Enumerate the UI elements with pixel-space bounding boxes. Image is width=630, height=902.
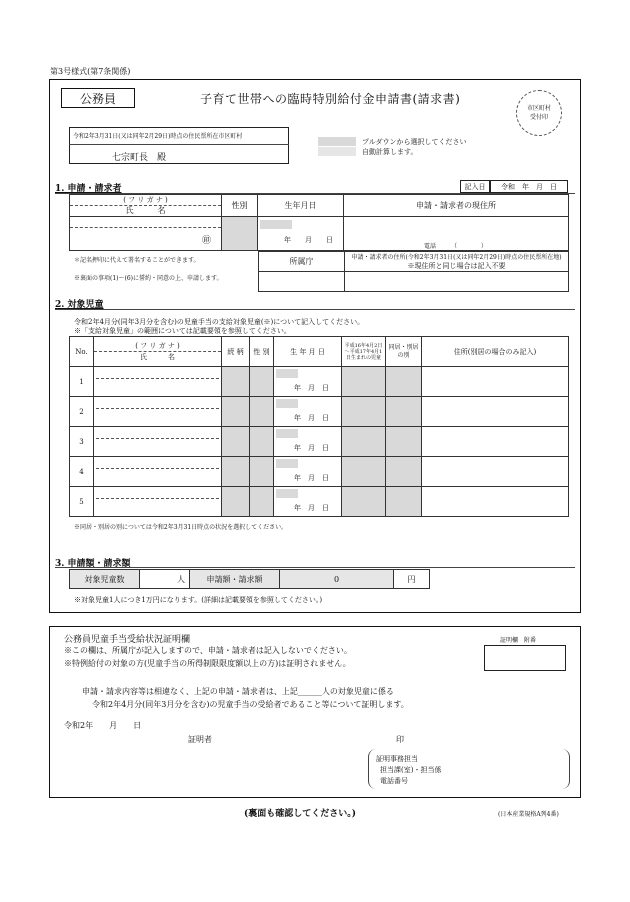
form-title: 子育て世帯への臨時特別給付金申請書(請求書) bbox=[200, 92, 461, 106]
child-birth-field[interactable] bbox=[274, 487, 342, 517]
address-header: 申請・請求者の現住所 bbox=[344, 195, 569, 217]
resident-address-field[interactable] bbox=[345, 272, 569, 292]
child-birth-ymd: 年 月 日 bbox=[294, 474, 329, 482]
child-name-field[interactable] bbox=[94, 457, 222, 487]
date-field[interactable]: 令和 年 月 日 bbox=[490, 180, 568, 193]
resident-note: 令和2年3月31日(又は同年2月29日)時点の住民票所在市区町村 bbox=[73, 133, 243, 140]
amount-unit: 円 bbox=[394, 570, 430, 589]
paper-size: (日本産業規格A列4番) bbox=[498, 811, 559, 818]
child-row-number: 5 bbox=[70, 487, 94, 517]
child-age-range-select[interactable] bbox=[342, 457, 386, 487]
applicant-table bbox=[69, 194, 569, 251]
child-name-field[interactable] bbox=[94, 427, 222, 457]
legend-dropdown: プルダウンから選択してください bbox=[362, 138, 467, 146]
pledge-note: ※裏面の事項(1)～(6)に誓約・同意の上、申請します。 bbox=[74, 275, 223, 282]
child-birth-ymd: 年 月 日 bbox=[294, 414, 329, 422]
child-address-field[interactable] bbox=[422, 457, 569, 487]
child-row-number: 1 bbox=[70, 367, 94, 397]
child-gender-select[interactable] bbox=[250, 427, 274, 457]
child-living-select[interactable] bbox=[386, 487, 422, 517]
amount-label: 申請額・請求額 bbox=[190, 570, 280, 589]
child-gender-header: 性 別 bbox=[250, 337, 274, 367]
child-row-number: 2 bbox=[70, 397, 94, 427]
applicant-address-field[interactable] bbox=[344, 217, 569, 251]
contact-line3: 電話番号 bbox=[380, 777, 408, 785]
child-address-field[interactable] bbox=[422, 367, 569, 397]
child-name-field[interactable] bbox=[94, 487, 222, 517]
child-gender-select[interactable] bbox=[250, 457, 274, 487]
legend-auto: 自動計算します。 bbox=[362, 148, 418, 156]
living-header: 同居・別居の別 bbox=[386, 337, 422, 367]
child-age-range-select[interactable] bbox=[342, 397, 386, 427]
name-header: 氏 名 bbox=[125, 206, 166, 215]
child-name-field[interactable] bbox=[94, 397, 222, 427]
children-table bbox=[69, 336, 569, 517]
cert-body2: 令和2年4月分(同年3月分を含む)の児童手当の受給者であること等について証明します。 bbox=[92, 700, 409, 709]
child-count-unit: 人 bbox=[177, 574, 185, 584]
child-age-range-select[interactable] bbox=[342, 487, 386, 517]
resident-address-label: 申請・請求者の住所(令和2年3月31日(又は同年2月29日)時点の住民票所在地) bbox=[351, 253, 562, 261]
applicant-birth-field[interactable] bbox=[258, 217, 344, 251]
child-address-field[interactable] bbox=[422, 427, 569, 457]
reception-stamp-circle: 市区町村 受付印 bbox=[516, 90, 562, 136]
child-living-select[interactable] bbox=[386, 457, 422, 487]
living-footnote: ※同居・別居の別については令和2年3月31日時点の状況を選択してください。 bbox=[74, 524, 288, 531]
seal-mark: ㊞ bbox=[201, 236, 211, 246]
child-relation-select[interactable] bbox=[222, 427, 250, 457]
birth-header: 生年月日 bbox=[258, 195, 344, 217]
relation-header: 続 柄 bbox=[222, 337, 250, 367]
phone-label: 電話 （ ） bbox=[424, 243, 488, 250]
cert-number-label: 証明欄 附番 bbox=[500, 637, 537, 644]
cert-number-field[interactable] bbox=[484, 645, 566, 671]
amount-note: ※対象児童1人につき1万円になります。(詳細は記載要領を参照してください。) bbox=[74, 596, 323, 604]
child-gender-select[interactable] bbox=[250, 367, 274, 397]
child-row bbox=[70, 367, 569, 397]
applicant-name-field[interactable] bbox=[70, 217, 222, 251]
furigana-header: ( フ リ ガ ナ ) bbox=[70, 196, 221, 206]
certifier-label: 証明者 bbox=[188, 735, 212, 744]
child-row bbox=[70, 427, 569, 457]
children-note: 令和2年4月分(同年3月分を含む)の児童手当の支給対象児童(※)について記入してください。 bbox=[74, 318, 365, 326]
child-relation-select[interactable] bbox=[222, 457, 250, 487]
child-birth-field[interactable] bbox=[274, 397, 342, 427]
agency-label: 所属庁 bbox=[259, 252, 345, 272]
child-age-range-select[interactable] bbox=[342, 367, 386, 397]
child-living-select[interactable] bbox=[386, 397, 422, 427]
amount-table bbox=[69, 569, 430, 589]
child-count-field[interactable] bbox=[140, 570, 190, 589]
child-birth-ymd: 年 月 日 bbox=[294, 384, 329, 392]
section1-title: 1. 申請・請求者 bbox=[55, 184, 122, 194]
cert-body1: 申請・請求内容等は相違なく、上記の申請・請求者は、上記______人の対象児童に係る bbox=[82, 687, 394, 696]
child-row-number: 3 bbox=[70, 427, 94, 457]
back-note: (裏面も確認してください。) bbox=[244, 809, 357, 819]
cert-seal: 印 bbox=[396, 735, 404, 744]
child-row bbox=[70, 487, 569, 517]
form-number: 第3号様式(第7条関係) bbox=[50, 67, 131, 76]
child-living-select[interactable] bbox=[386, 367, 422, 397]
section3-title: 3. 申請額・請求額 bbox=[55, 559, 131, 569]
gender-header: 性別 bbox=[222, 195, 258, 217]
child-relation-select[interactable] bbox=[222, 367, 250, 397]
contact-line2: 担当課(室)・担当係 bbox=[380, 766, 442, 774]
agency-table bbox=[258, 251, 569, 292]
child-row bbox=[70, 457, 569, 487]
seal-note: ＊記名押印に代えて署名することができます。 bbox=[74, 257, 200, 264]
age-range-header: 平成16年4月2日～平成17年4月1日生まれの児童 bbox=[342, 337, 386, 367]
child-address-field[interactable] bbox=[422, 487, 569, 517]
no-header: No. bbox=[70, 337, 94, 367]
applicant-gender-select[interactable] bbox=[222, 217, 258, 251]
child-birth-ymd: 年 月 日 bbox=[294, 504, 329, 512]
child-age-range-select[interactable] bbox=[342, 427, 386, 457]
child-birth-field[interactable] bbox=[274, 427, 342, 457]
cert-note2: ※特例給付の対象の方(児童手当の所得制限限度額以上の方)は証明されません。 bbox=[64, 659, 351, 668]
same-address-note: ※現住所と同じ場合は記入不要 bbox=[407, 261, 506, 270]
child-name-header: 氏 名 bbox=[140, 353, 175, 361]
child-gender-select[interactable] bbox=[250, 487, 274, 517]
child-address-header: 住所(別居の場合のみ記入) bbox=[422, 337, 569, 367]
child-name-field[interactable] bbox=[94, 367, 222, 397]
child-relation-select[interactable] bbox=[222, 397, 250, 427]
child-row bbox=[70, 397, 569, 427]
cert-note1: ※この欄は、所属庁が記入しますので、申請・請求者は記入しないでください。 bbox=[64, 646, 352, 655]
addressee: 七宗町長 殿 bbox=[112, 153, 167, 163]
agency-field[interactable] bbox=[259, 272, 345, 292]
legend-auto-swatch bbox=[318, 147, 356, 156]
amount-value: 0 bbox=[280, 570, 394, 589]
child-birth-ymd: 年 月 日 bbox=[294, 444, 329, 452]
child-address-field[interactable] bbox=[422, 397, 569, 427]
child-relation-select[interactable] bbox=[222, 487, 250, 517]
cert-title: 公務員児童手当受給状況証明欄 bbox=[64, 635, 191, 645]
child-row-number: 4 bbox=[70, 457, 94, 487]
child-birth-field[interactable] bbox=[274, 457, 342, 487]
civil-servant-badge: 公務員 bbox=[61, 88, 135, 108]
section2-title: 2. 対象児童 bbox=[55, 300, 104, 310]
cert-date: 令和2年 月 日 bbox=[64, 721, 142, 730]
contact-line1: 証明事務担当 bbox=[376, 755, 418, 763]
child-birth-field[interactable] bbox=[274, 367, 342, 397]
child-count-label: 対象児童数 bbox=[70, 570, 140, 589]
birth-ymd: 年 月 日 bbox=[284, 236, 333, 244]
child-birth-header: 生 年 月 日 bbox=[274, 337, 342, 367]
legend-dropdown-swatch bbox=[318, 137, 356, 146]
date-label: 記入日 bbox=[460, 180, 490, 193]
child-living-select[interactable] bbox=[386, 427, 422, 457]
children-range-note: ※「支給対象児童」の範囲については記載要領を参照してください。 bbox=[74, 327, 291, 335]
child-gender-select[interactable] bbox=[250, 397, 274, 427]
child-furigana-header: ( フ リ ガ ナ ) bbox=[94, 341, 221, 352]
